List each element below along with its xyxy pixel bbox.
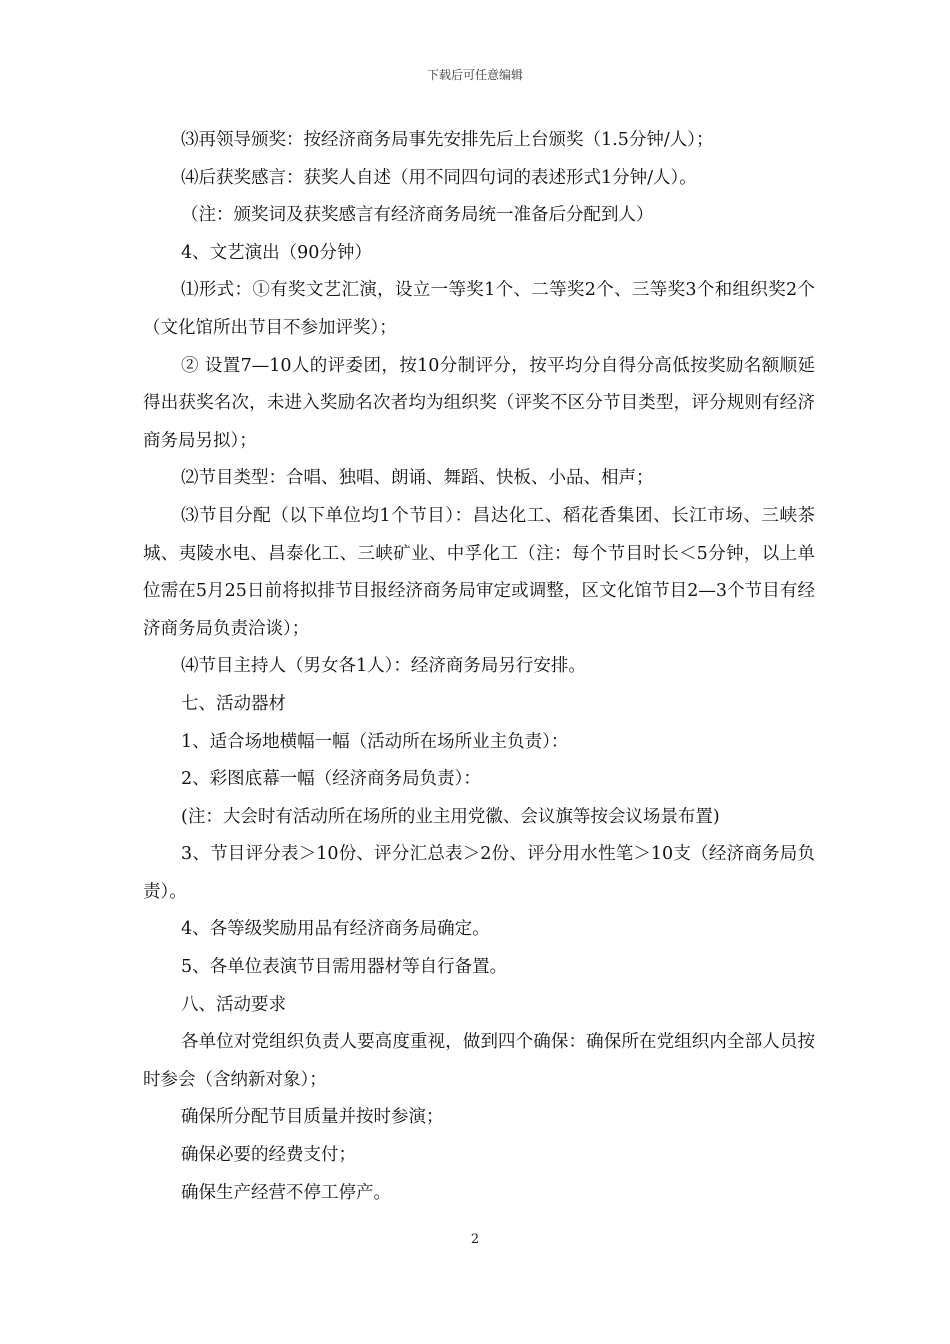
paragraph-banner: 1、适合场地横幅一幅（活动所在场所业主负责）： xyxy=(181,731,569,752)
section-heading-equipment: 七、活动器材 xyxy=(181,693,286,714)
paragraph-jury-setup: ② 设置7—10人的评委团，按10分制评分，按平均分自得分高低按奖励名额顺延得出获奖名次，未进入奖励名次者均为组织奖（评奖不区分节目类型，评分规则有经济商务局另拟）； xyxy=(143,355,815,451)
paragraph-program-types: ⑵节目类型：合唱、独唱、朗诵、舞蹈、快板、小品、相声； xyxy=(181,468,654,489)
paragraph-backdrop: 2、彩图底幕一幅（经济商务局负责）： xyxy=(181,769,481,790)
paragraph-four-guarantees: 各单位对党组织负责人要高度重视，做到四个确保：确保所在党组织内全部人员按时参会（含纳新对象）； xyxy=(143,1032,815,1090)
document-body xyxy=(143,122,815,1212)
paragraph-hosts: ⑷节目主持人（男女各1人）：经济商务局另行安排。 xyxy=(181,656,586,677)
paragraph-guarantee-program: 确保所分配节目质量并按时参演； xyxy=(181,1107,444,1128)
paragraph-award-items: 4、各等级奖励用品有经济商务局确定。 xyxy=(181,919,490,940)
paragraph-award-presentation: ⑶再领导颁奖：按经济商务局事先安排先后上台颁奖（1.5分钟/人）； xyxy=(181,130,714,150)
paragraph-score-sheets: 3、节目评分表＞10份、评分汇总表＞2份、评分用水性笔＞10支（经济商务局负责）。 xyxy=(143,844,815,902)
paragraph-performance-heading: 4、文艺演出（90分钟） xyxy=(181,242,372,263)
paragraph-note-venue-layout: (注：大会时有活动所在场所的业主用党徽、会议旗等按会议场景布置) xyxy=(181,806,720,827)
paragraph-performance-form: ⑴形式：①有奖文艺汇演，设立一等奖1个、二等奖2个、三等奖3个和组织奖2个（文化馆所出节目不参加评奖）； xyxy=(143,280,815,338)
page-header: 下载后可任意编辑 xyxy=(426,68,523,82)
paragraph-acceptance-speech: ⑷后获奖感言：获奖人自述（用不同四句词的表述形式1分钟/人）。 xyxy=(181,167,697,188)
section-heading-requirements: 八、活动要求 xyxy=(181,994,286,1015)
paragraph-note-award-words: （注：颁奖词及获奖感言有经济商务局统一准备后分配到人） xyxy=(181,205,654,226)
paragraph-program-allocation: ⑶节目分配（以下单位均1个节目）：昌达化工、稻花香集团、长江市场、三峡茶城、夷陵水电、昌泰化工、三峡矿业、中孚化工（注：每个节目时长＜5分钟，以上单位需在5月25日前将拟排节目报经济商务局审定或调整，区文化馆节目2—3个节目有经济商务局负责洽谈）； xyxy=(143,505,815,639)
paragraph-guarantee-production: 确保生产经营不停工停产。 xyxy=(181,1182,391,1203)
paragraph-guarantee-funds: 确保必要的经费支付； xyxy=(181,1145,356,1166)
paragraph-self-equipment: 5、各单位表演节目需用器材等自行备置。 xyxy=(181,957,508,978)
page-number: 2 xyxy=(470,1232,480,1247)
